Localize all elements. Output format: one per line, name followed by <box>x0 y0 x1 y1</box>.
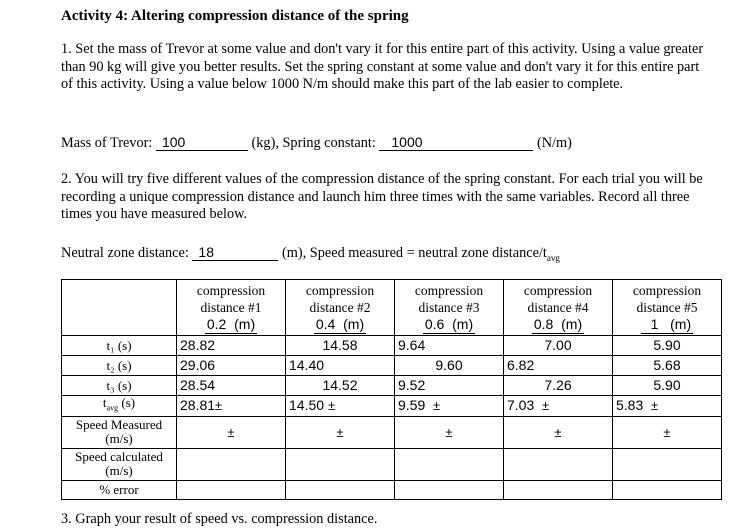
speed-calc-cell[interactable] <box>504 448 613 480</box>
t3-cell[interactable]: 9.52 <box>395 376 504 396</box>
speed-calc-cell[interactable] <box>395 448 504 480</box>
error-cell[interactable] <box>286 480 395 499</box>
row-label-tavg: $t_{avg}$ (s) <box>62 396 177 417</box>
t1-cell[interactable]: 5.90 <box>613 336 722 356</box>
t1-cell[interactable]: 9.64 <box>395 336 504 356</box>
speed-measured-cell[interactable]: ± <box>395 416 504 448</box>
table-row-t1 <box>62 336 722 356</box>
distance-1-value[interactable]: 0.2 (m) <box>206 315 256 332</box>
speed-calc-cell[interactable] <box>177 448 286 480</box>
row-label-error: % error <box>62 480 177 499</box>
table-row-speed-calculated <box>62 448 722 480</box>
neutral-zone-sub: avg <box>546 252 560 263</box>
tavg-cell[interactable]: 28.81± <box>177 396 286 417</box>
error-cell[interactable] <box>613 480 722 499</box>
header-distance-5: compression distance #5 1 (m) <box>613 280 722 336</box>
speed-measured-cell[interactable]: ± <box>286 416 395 448</box>
header-distance-1: compression distance #1 0.2 (m) <box>177 280 286 336</box>
t2-cell[interactable]: 29.06 <box>177 356 286 376</box>
speed-measured-cell[interactable]: ± <box>504 416 613 448</box>
corner-cell <box>62 280 177 336</box>
tavg-cell[interactable]: 14.50 ± <box>286 396 395 417</box>
row-label-t3: t₃ (s) <box>62 376 177 396</box>
neutral-zone-label: Neutral zone distance: <box>61 245 189 261</box>
table-row-tavg <box>62 396 722 417</box>
t3-cell[interactable]: 14.52 <box>286 376 395 396</box>
t2-cell[interactable]: 9.60 <box>395 356 504 376</box>
row-label-speed-measured: Speed Measured (m/s) <box>62 416 177 448</box>
error-cell[interactable] <box>504 480 613 499</box>
step-1-instructions: 1. Set the mass of Trevor at some value and don't vary it for this entire part of this activity. Using a value greater than 90 kg will give you better results. Set the spring constant at some value and don't vary it for this entire part of this activity. Using a value below 1000 N/m should make this part of the lab easier to complete. <box>61 41 704 92</box>
speed-calc-cell[interactable] <box>613 448 722 480</box>
distance-5-value[interactable]: 1 (m) <box>641 316 693 334</box>
distance-2-value[interactable]: 0.4 (m) <box>315 315 365 332</box>
t1-cell[interactable]: 14.58 <box>286 336 395 356</box>
speed-calc-cell[interactable] <box>286 448 395 480</box>
mass-unit-label: (kg), Spring constant: <box>251 135 376 151</box>
distance-3-value[interactable]: 0.6 (m) <box>424 315 474 332</box>
table-row-t3 <box>62 376 722 396</box>
header-distance-4: compression distance #4 0.8 (m) <box>504 280 613 336</box>
header-distance-3: compression distance #3 0.6 (m) <box>395 280 504 336</box>
mass-spring-line <box>61 134 572 152</box>
header-distance-2: compression distance #2 0.4 (m) <box>286 280 395 336</box>
spring-constant-input[interactable]: 1000 <box>379 134 533 151</box>
row-label-speed-calculated: Speed calculated (m/s) <box>62 448 177 480</box>
table-row-speed-measured <box>62 416 722 448</box>
header-row <box>62 280 722 336</box>
table-row-error <box>62 480 722 499</box>
neutral-zone-unit: (m), Speed measured = neutral zone distance/t <box>281 245 547 261</box>
speed-measured-cell[interactable]: ± <box>177 416 286 448</box>
speed-measured-cell[interactable]: ± <box>613 416 722 448</box>
tavg-cell[interactable]: 7.03 ± <box>504 396 613 417</box>
data-table <box>61 279 722 500</box>
error-cell[interactable] <box>395 480 504 499</box>
t3-cell[interactable]: 5.90 <box>613 376 722 396</box>
t2-cell[interactable]: 5.68 <box>613 356 722 376</box>
spring-unit-label: (N/m) <box>536 135 572 151</box>
row-label-t1: t₁ (s) <box>62 336 177 356</box>
step-2-instructions: 2. You will try five different values of the compression distance of the spring constant. For each trial you will be recording a unique compression distance and launch him three times with the same variables. Record all three times you have measured below. <box>61 171 703 222</box>
t3-cell[interactable]: 7.26 <box>504 376 613 396</box>
activity-title: Activity 4: Altering compression distance of the spring <box>61 8 409 24</box>
tavg-cell[interactable]: 9.59 ± <box>395 396 504 417</box>
mass-label: Mass of Trevor: <box>61 135 153 151</box>
t2-cell[interactable]: 6.82 <box>504 356 613 376</box>
t2-cell[interactable]: 14.40 <box>286 356 395 376</box>
t3-cell[interactable]: 28.54 <box>177 376 286 396</box>
tavg-cell[interactable]: 5.83 ± <box>613 396 722 417</box>
mass-input[interactable]: 100 <box>156 134 248 151</box>
distance-4-value[interactable]: 0.8 (m) <box>533 315 583 332</box>
neutral-zone-line <box>61 244 560 263</box>
t1-cell[interactable]: 28.82 <box>177 336 286 356</box>
table-row-t2 <box>62 356 722 376</box>
t1-cell[interactable]: 7.00 <box>504 336 613 356</box>
row-label-t2: t₂ (s) <box>62 356 177 376</box>
step-3-instructions: 3. Graph your result of speed vs. compression distance. <box>61 511 378 527</box>
error-cell[interactable] <box>177 480 286 499</box>
neutral-zone-input[interactable]: 18 <box>192 244 278 261</box>
